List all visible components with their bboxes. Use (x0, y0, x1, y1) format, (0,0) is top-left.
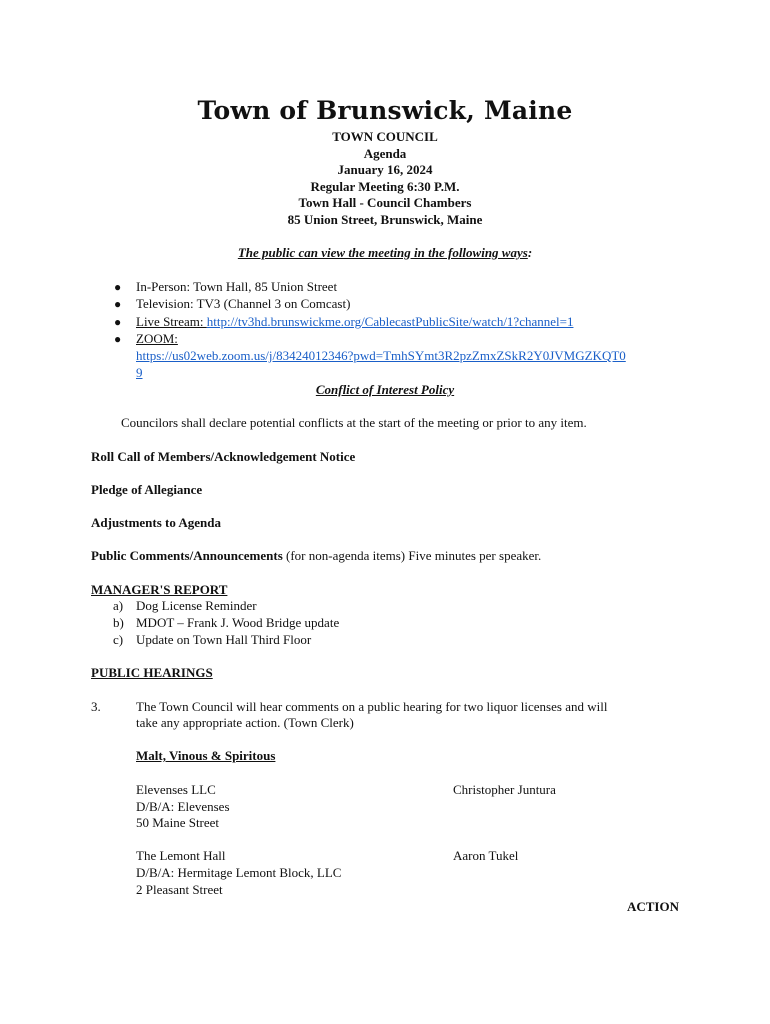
list-item: Update on Town Hall Third Floor (136, 632, 312, 647)
header-line-council: TOWN COUNCIL (332, 129, 438, 144)
item-description-line2: take any appropriate action. (Town Clerk) (136, 715, 354, 730)
list-item: Dog License Reminder (136, 598, 257, 613)
license-name: The Lemont Hall (136, 848, 226, 863)
zoom-link-line2[interactable]: 9 (136, 365, 143, 380)
bullet-icon: ● (114, 315, 122, 329)
adjustments-heading: Adjustments to Agenda (91, 515, 222, 530)
live-stream-label: Live Stream: (136, 314, 207, 329)
license-name: Elevenses LLC (136, 782, 216, 797)
header-line-agenda: Agenda (363, 146, 407, 161)
list-item-marker: a) (113, 598, 124, 613)
license-address: 2 Pleasant Street (136, 882, 223, 897)
license-contact: Aaron Tukel (453, 848, 519, 863)
viewing-television: Television: TV3 (Channel 3 on Comcast) (136, 296, 351, 311)
public-comments: Public Comments/Announcements (for non-agenda items) Five minutes per speaker. (91, 548, 542, 563)
live-stream-link[interactable]: http://tv3hd.brunswickme.org/CablecastPublicSite/watch/1?channel=1 (206, 314, 574, 329)
conflict-heading: Conflict of Interest Policy (315, 382, 455, 397)
pledge-heading: Pledge of Allegiance (91, 482, 203, 497)
zoom-link-line1[interactable]: https://us02web.zoom.us/j/83424012346?pwd=TmhSYmt3R2pzZmxZSkR2Y0JVMGZKQT0 (136, 348, 626, 363)
manager-report-heading: MANAGER'S REPORT (91, 582, 228, 597)
public-hearings-heading: PUBLIC HEARINGS (91, 665, 213, 680)
license-dba: D/B/A: Hermitage Lemont Block, LLC (136, 865, 342, 880)
action-label: ACTION (626, 899, 679, 914)
conflict-text: Councilors shall declare potential conflicts at the start of the meeting or prior to any item. (121, 415, 587, 430)
list-item: MDOT – Frank J. Wood Bridge update (136, 615, 340, 630)
roll-call-heading: Roll Call of Members/Acknowledgement Notice (91, 449, 356, 464)
bullet-icon: ● (114, 297, 122, 311)
viewing-in-person: In-Person: Town Hall, 85 Union Street (136, 279, 338, 294)
bullet-icon: ● (114, 280, 122, 294)
header-line-meeting-time: Regular Meeting 6:30 P.M. (310, 179, 460, 194)
header-line-location: Town Hall - Council Chambers (298, 195, 472, 210)
item-description-line1: The Town Council will hear comments on a public hearing for two liquor licenses and will (136, 699, 608, 714)
list-item-marker: b) (113, 615, 124, 630)
zoom-label: ZOOM: (136, 331, 178, 346)
license-category-heading: Malt, Vinous & Spiritous (136, 748, 276, 763)
item-number: 3. (91, 699, 101, 714)
header-line-address: 85 Union Street, Brunswick, Maine (287, 212, 483, 227)
license-contact: Christopher Juntura (453, 782, 556, 797)
header-line-date: January 16, 2024 (337, 162, 433, 177)
town-title: Town of Brunswick, Maine (197, 96, 573, 125)
license-dba: D/B/A: Elevenses (136, 799, 230, 814)
list-item-marker: c) (113, 632, 124, 647)
viewing-live-stream (136, 314, 573, 330)
license-address: 50 Maine Street (136, 815, 220, 830)
bullet-icon: ● (114, 332, 122, 346)
viewing-heading: The public can view the meeting in the following ways: (237, 245, 533, 260)
